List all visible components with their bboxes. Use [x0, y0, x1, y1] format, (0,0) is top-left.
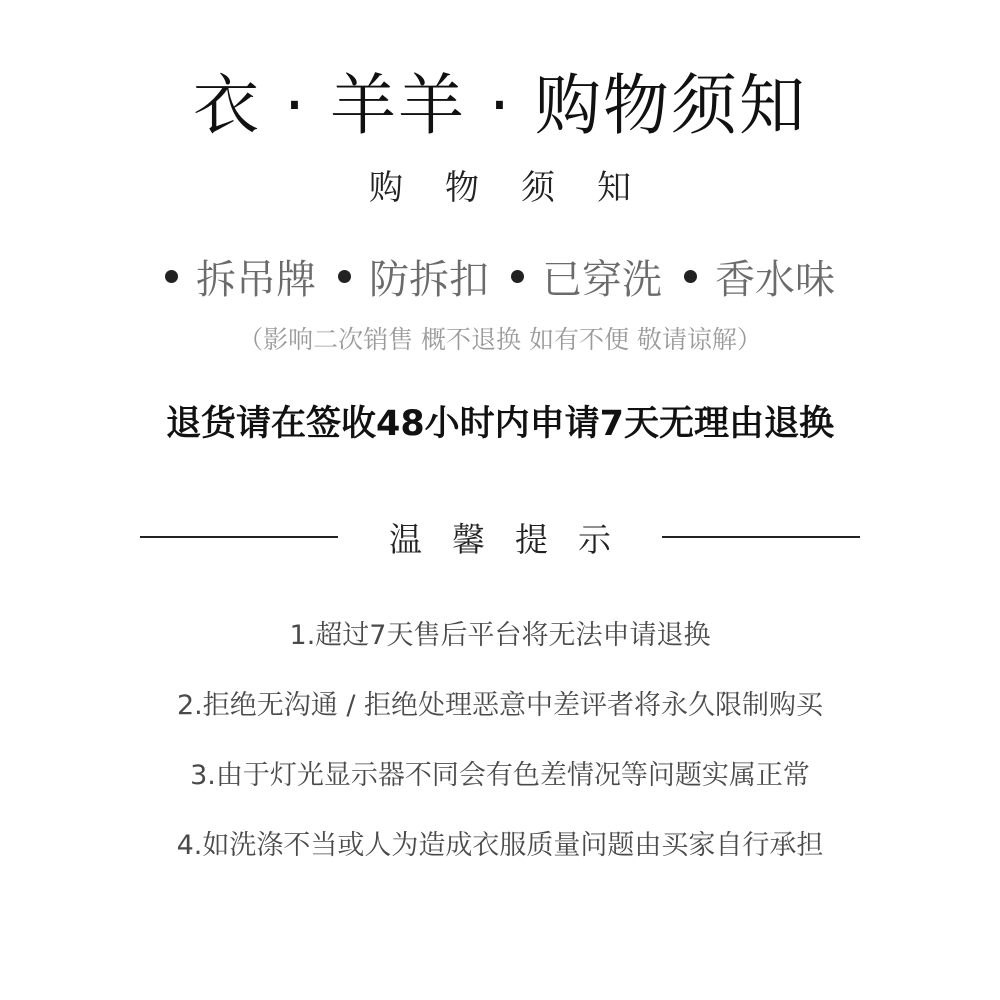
condition-label: 香水味	[715, 257, 835, 303]
subtitle: 购物须知	[369, 168, 673, 208]
tip-item: 2.拒绝无沟通 / 拒绝处理恶意中差评者将永久限制购买	[176, 690, 824, 721]
return-policy: 退货请在签收48小时内申请7天无理由退换	[165, 404, 835, 444]
tips-list	[0, 608, 1000, 888]
tips-heading-row	[140, 512, 860, 562]
bullet-icon	[511, 270, 524, 283]
condition-item	[511, 248, 662, 305]
divider-line-left	[140, 536, 338, 538]
tip-item: 4.如洗涤不当或人为造成衣服质量问题由买家自行承担	[176, 830, 824, 861]
tips-heading: 温馨提示	[389, 519, 641, 559]
bullet-icon	[165, 270, 178, 283]
conditions-note: （影响二次销售 概不退换 如有不便 敬请谅解）	[238, 325, 762, 354]
condition-label: 已穿洗	[542, 257, 662, 303]
condition-item	[338, 248, 489, 305]
non-returnable-conditions	[0, 248, 1000, 305]
condition-label: 防拆扣	[369, 257, 489, 303]
tip-item: 1.超过7天售后平台将无法申请退换	[289, 620, 711, 651]
bullet-icon	[684, 270, 697, 283]
condition-item	[684, 248, 835, 305]
condition-item	[165, 248, 316, 305]
divider-line-right	[662, 536, 860, 538]
tip-item: 3.由于灯光显示器不同会有色差情况等问题实属正常	[190, 760, 810, 791]
bullet-icon	[338, 270, 351, 283]
condition-label: 拆吊牌	[196, 257, 316, 303]
page-title: 衣 · 羊羊 · 购物须知	[193, 67, 807, 144]
